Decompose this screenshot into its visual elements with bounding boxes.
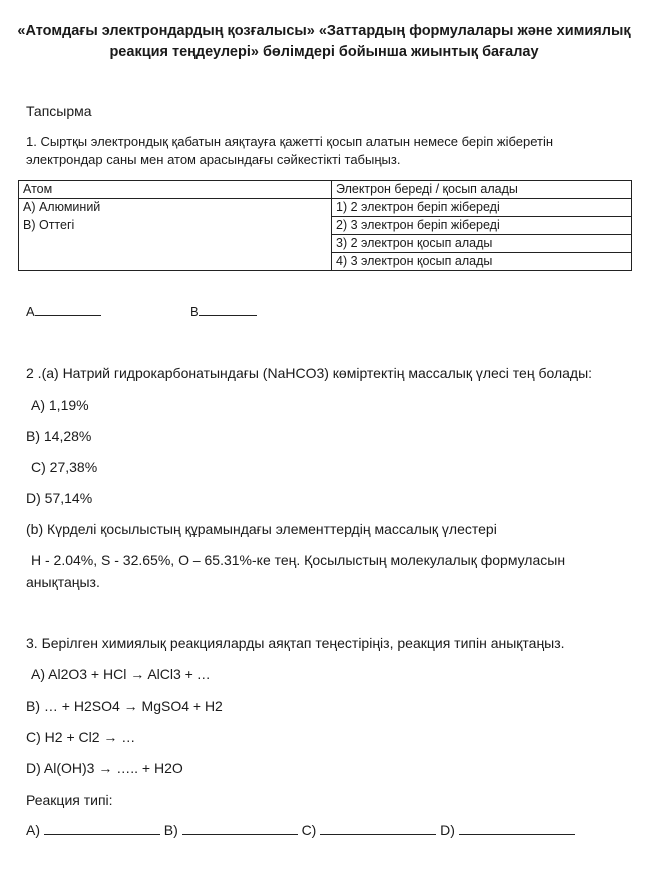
q2-part-b-text: (b) Күрделі қосылыстың құрамындағы элементтердің массалық үлестері	[26, 521, 497, 537]
atom-column-header: Атом	[19, 181, 332, 199]
reaction-type-b-blank[interactable]	[182, 834, 298, 835]
option-cell: 2) 3 электрон беріп жібереді	[332, 217, 632, 235]
q3-reaction-b: B) … + H2SO4 → MgSO4 + H2	[26, 698, 223, 714]
option-cell: 3) 2 электрон қосып алады	[332, 235, 632, 253]
q1-text-line-2: электрондар саны мен атом арасындағы сәйкестікті табыңыз.	[26, 152, 401, 167]
q2-option-d: D) 57,14%	[26, 490, 93, 506]
q2-part-a-text: 2 .(a) Натрий гидрокарбонатындағы (NaHCO3) көміртектің массалық үлесі тең болады:	[26, 365, 593, 381]
table-row	[19, 199, 632, 217]
q3-reaction-a: A) Al2O3 + HCl → AlCl3 + …	[31, 666, 211, 682]
reaction-type-d-label: D)	[440, 822, 455, 838]
answer-b-field[interactable]	[190, 304, 257, 319]
table-row	[19, 253, 632, 271]
document-title-line-1: «Атомдағы электрондардың қозғалысы» «Заттардың формулалары және химиялық	[17, 23, 631, 39]
q1-text-line-1: 1. Сыртқы электрондық қабатын аяқтауға қажетті қосып алатын немесе беріп жіберетін	[26, 134, 554, 149]
option-cell: 1) 2 электрон беріп жібереді	[332, 199, 632, 217]
electron-column-header: Электрон береді / қосып алады	[332, 181, 632, 199]
answer-a-field[interactable]	[26, 304, 101, 319]
reaction-type-c-blank[interactable]	[320, 834, 436, 835]
reaction-type-answers	[26, 822, 575, 838]
option-cell: 4) 3 электрон қосып алады	[332, 253, 632, 271]
q2-option-b: B) 14,28%	[26, 428, 92, 444]
matching-table	[18, 180, 632, 271]
reaction-type-c-label: C)	[301, 822, 317, 838]
reaction-type-b-label: B)	[163, 822, 178, 838]
q2-part-b-line-3: анықтаңыз.	[26, 574, 100, 590]
reaction-type-a-blank[interactable]	[44, 834, 160, 835]
answer-b-label: В	[190, 304, 199, 319]
q2-option-a: A) 1,19%	[31, 397, 89, 413]
table-row	[19, 217, 632, 235]
document-title-line-2: реакция теңдеулері» бөлімдері бойынша жиынтық бағалау	[109, 44, 539, 60]
q2-option-c: C) 27,38%	[31, 459, 98, 475]
atom-cell	[19, 253, 332, 271]
table-row	[19, 235, 632, 253]
table-header-row	[19, 181, 632, 199]
answer-a-blank[interactable]	[35, 315, 101, 316]
reaction-type-label: Реакция типі:	[26, 792, 113, 808]
atom-cell	[19, 235, 332, 253]
q3-reaction-d: D) Al(OH)3 → ….. + H2O	[26, 760, 183, 776]
reaction-type-d-blank[interactable]	[459, 834, 575, 835]
q3-reaction-c: C) H2 + Cl2 → …	[26, 729, 136, 745]
q3-intro-text: 3. Берілген химиялық реакцияларды аяқтап теңестіріңіз, реакция типін анықтаңыз.	[26, 635, 565, 651]
task-label: Тапсырма	[26, 103, 92, 119]
atom-cell: В) Оттегі	[19, 217, 332, 235]
answer-a-label: А	[26, 304, 35, 319]
reaction-type-a-label: A)	[26, 822, 40, 838]
answer-b-blank[interactable]	[199, 315, 257, 316]
atom-cell: А) Алюминий	[19, 199, 332, 217]
q2-part-b-line-2: H - 2.04%, S - 32.65%, O – 65.31%-ке тең. Қосылыстың молекулалық формуласын	[31, 552, 566, 568]
